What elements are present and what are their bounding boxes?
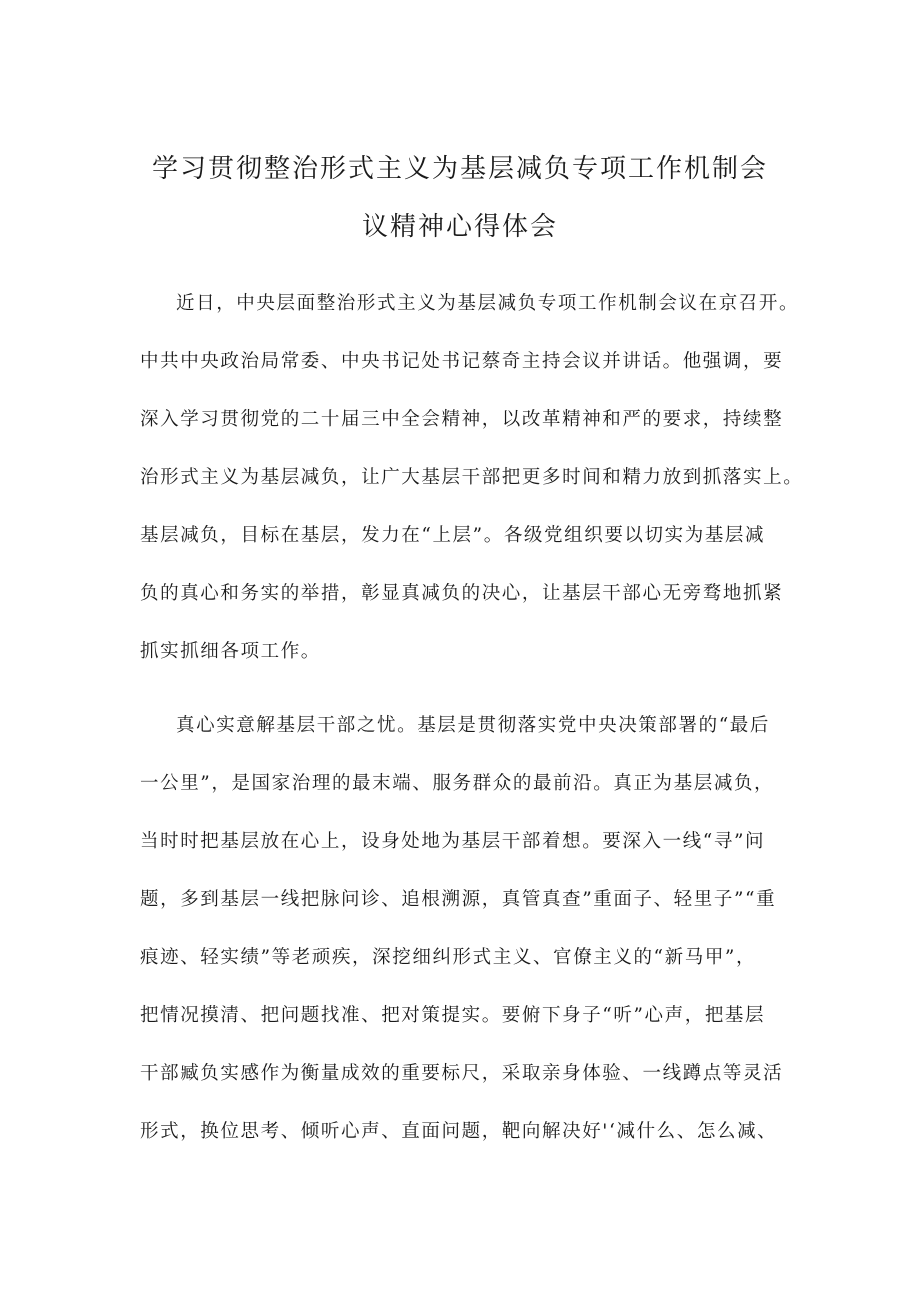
paragraph-line: 题，多到基层一线把脉问诊、追根溯源，真管真查”重面子、轻里子”“重: [140, 889, 777, 910]
paragraph-2: [140, 697, 800, 1161]
paragraph-line: 中共中央政治局常委、中央书记处书记蔡奇主持会议并讲话。他强调，要: [140, 351, 784, 372]
paragraph-line: 一公里”，是国家治理的最末端、服务群众的最前沿。真正为基层减负，: [140, 773, 775, 794]
paragraph-line: 基层减负，目标在基层，发力在“上层”。各级党组织要以切实为基层减: [140, 525, 766, 546]
document-title: [130, 140, 790, 256]
paragraph-line: 近日，中央层面整治形式主义为基层减负专项工作机制会议在京召开。: [176, 293, 800, 314]
paragraph-line: 把情况摸清、把问题找准、把对策提实。要俯下身子“听”心声，把基层: [140, 1005, 766, 1026]
title-line: 学习贯彻整治形式主义为基层减负专项工作机制会: [151, 154, 768, 184]
title-line: 议精神心得体会: [361, 212, 558, 242]
paragraph-line: 当时时把基层放在心上，设身处地为基层干部着想。要深入一线“寻”问: [140, 831, 766, 852]
paragraph-line: 干部臧负实感作为衡量成效的重要标尺，采取亲身体验、一线蹲点等灵活: [140, 1063, 784, 1084]
paragraph-line: 治形式主义为基层减负，让广大基层干部把更多时间和精力放到抓落实上。: [140, 467, 804, 488]
paragraph-line: 形式，换位思考、倾听心声、直面问题，靶向解决好'‘减什么、怎么减、: [140, 1121, 778, 1142]
paragraph-1: [140, 275, 804, 681]
paragraph-line: 痕迹、轻实绩”等老顽疾，深挖细纠形式主义、官僚主义的“新马甲”，: [140, 947, 757, 968]
paragraph-line: 深入学习贯彻党的二十届三中全会精神，以改革精神和严的要求，持续整: [140, 409, 784, 430]
paragraph-line: 真心实意解基层干部之忧。基层是贯彻落实党中央决策部署的“最后: [176, 715, 770, 736]
paragraph-line: 负的真心和务实的举措，彰显真减负的决心，让基层干部心无旁骛地抓紧: [140, 583, 784, 604]
paragraph-line: 抓实抓细各项工作。: [140, 641, 321, 662]
